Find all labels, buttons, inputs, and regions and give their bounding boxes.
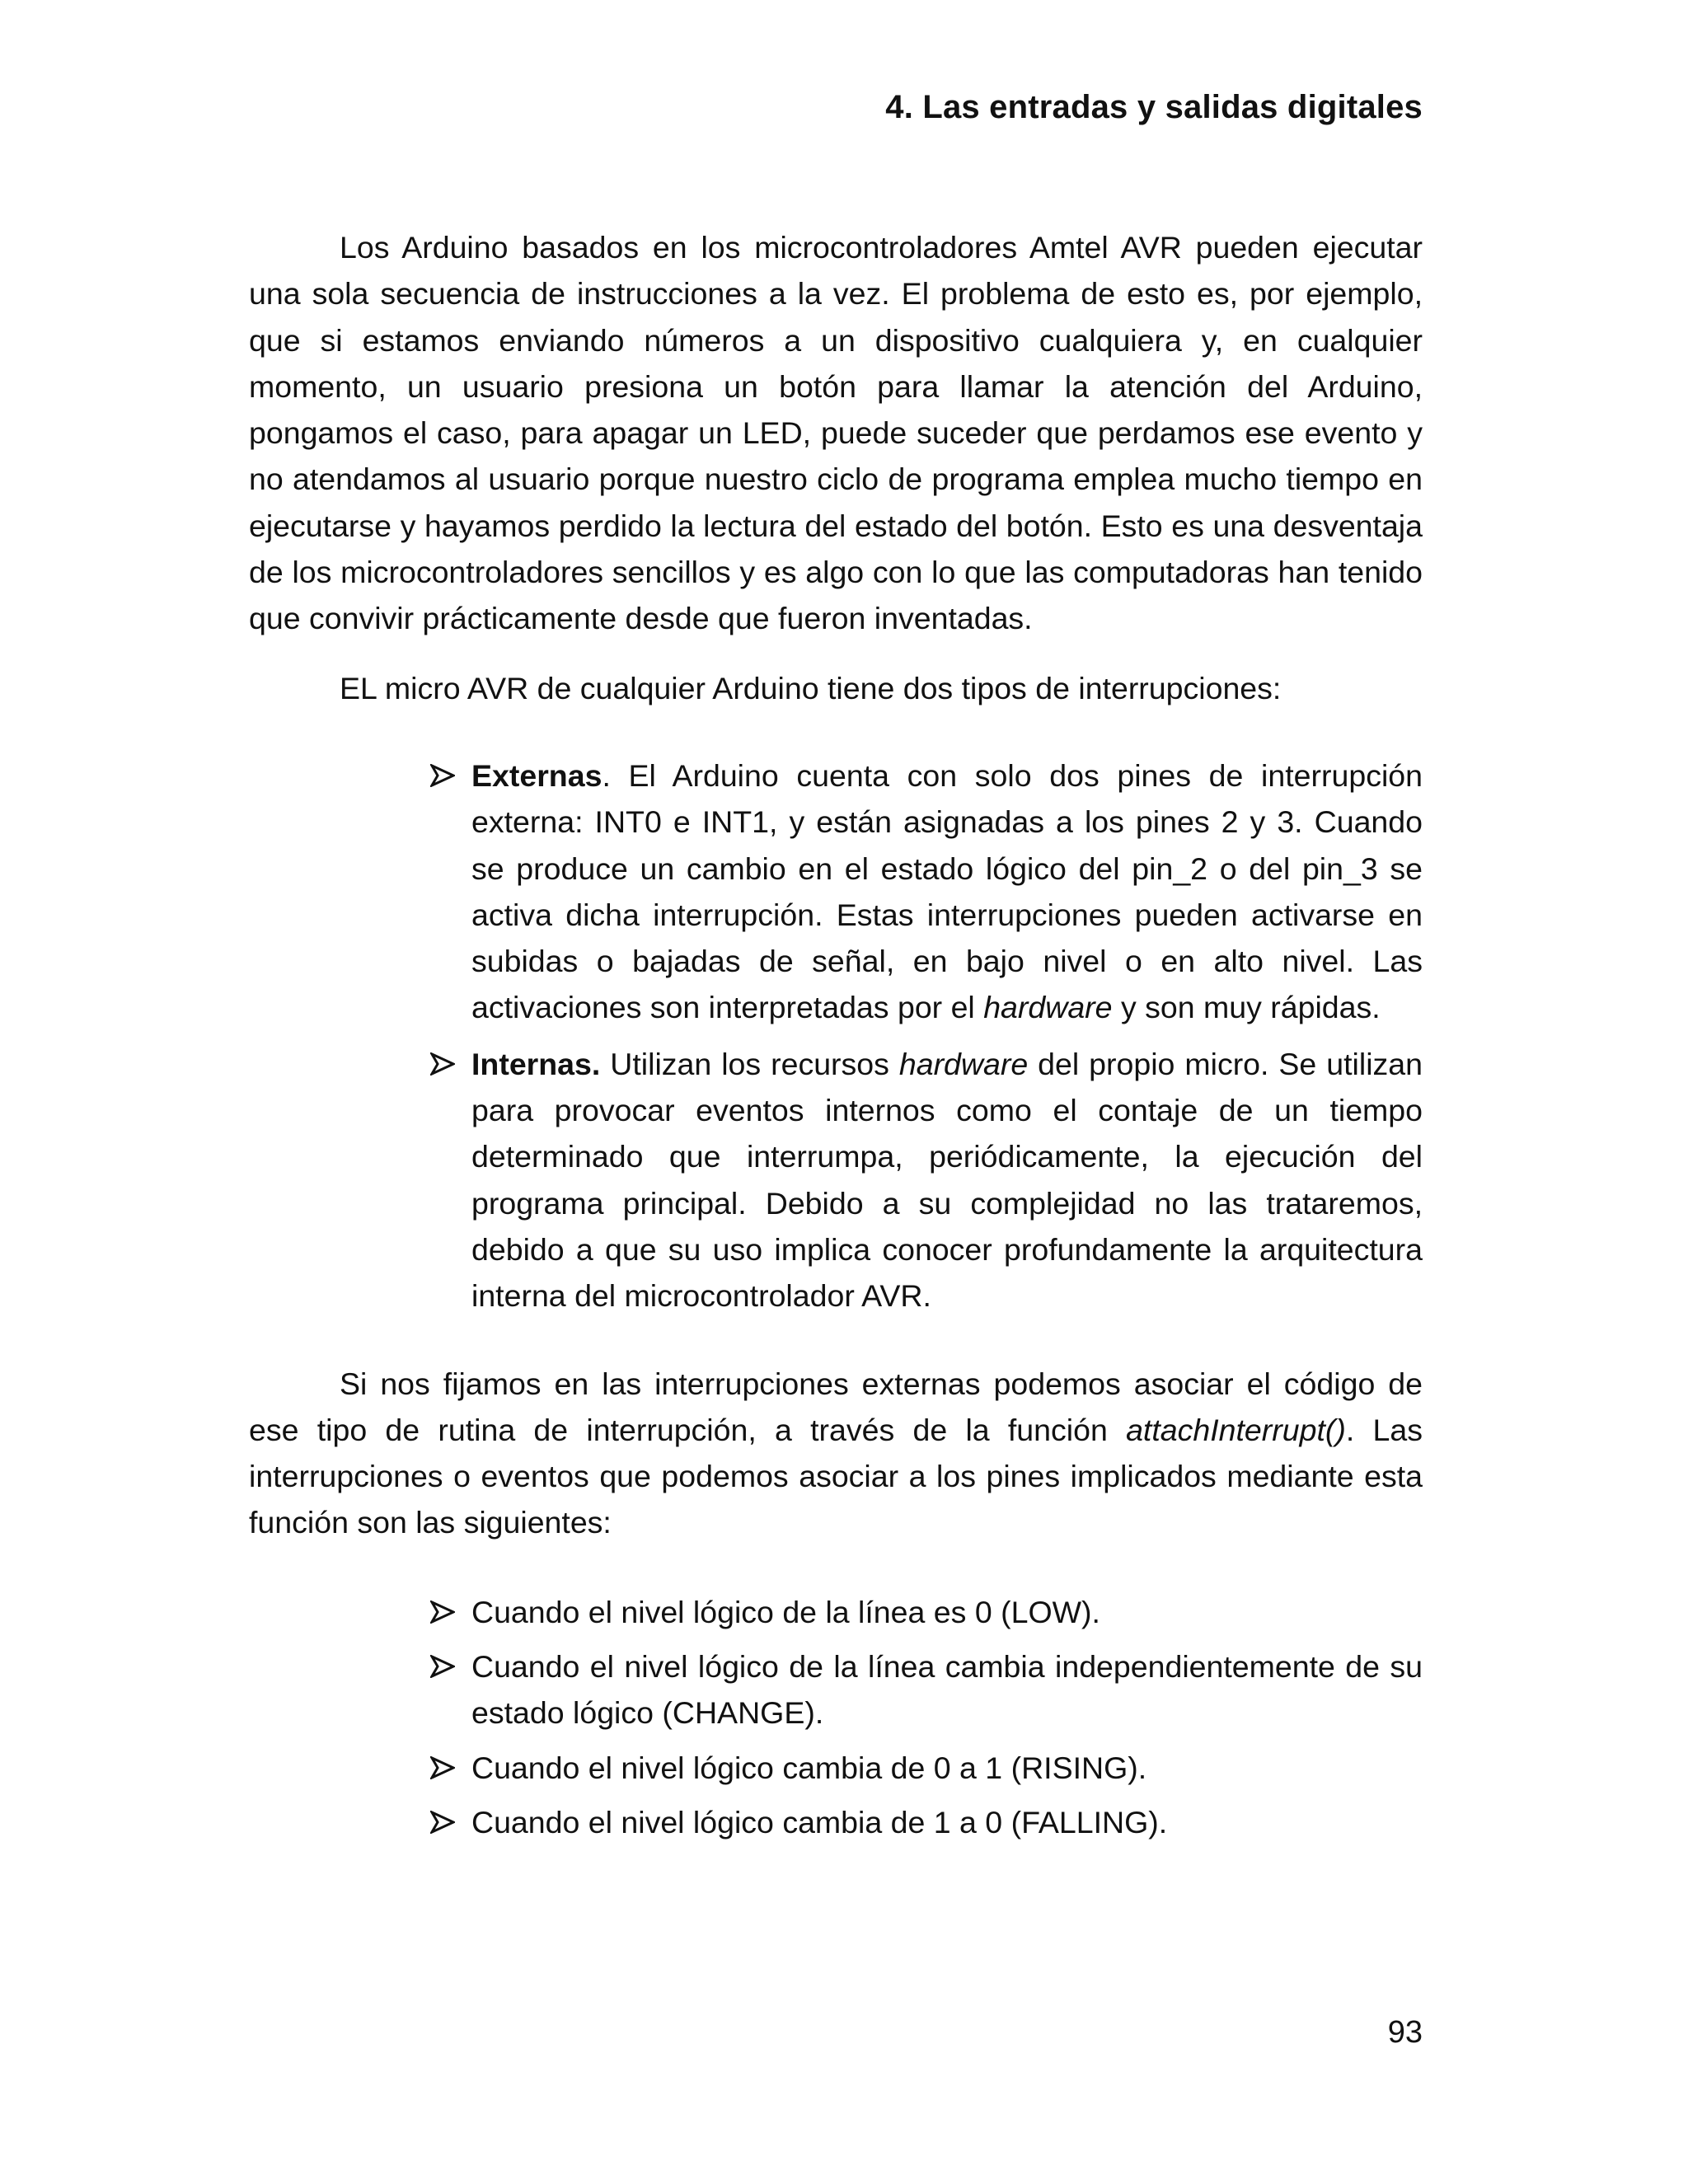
term-internas: Internas.: [471, 1046, 601, 1081]
externas-emphasis: hardware: [983, 990, 1113, 1025]
page-body: [249, 224, 1423, 1854]
externas-text-after: y son muy rápidas.: [1112, 990, 1381, 1025]
list-item: [430, 1745, 1423, 1791]
arrow-bullet-icon: [430, 1643, 460, 1690]
event-change: Cuando el nivel lógico de la línea cambia independientemente de su estado lógico (CHANGE).: [471, 1649, 1423, 1731]
list-item: [430, 1799, 1423, 1845]
chapter-running-header: 4. Las entradas y salidas digitales: [885, 89, 1423, 125]
internas-text-after: del propio micro. Se utilizan para provocar eventos internos como el contaje de un tiempo determinado que interrumpa, periódicamente, la ejecución del programa principal. Debido a su complejidad no las trataremos, debido a que su uso implica conocer profundamente la arquitectura interna del microcontrolador AVR.: [471, 1046, 1423, 1314]
list-item: [430, 1589, 1423, 1635]
attach-interrupt-paragraph: [249, 1361, 1423, 1546]
arrow-bullet-icon: [430, 752, 460, 799]
term-externas: Externas: [471, 757, 603, 793]
function-name: attachInterrupt(): [1126, 1412, 1346, 1447]
event-falling: Cuando el nivel lógico cambia de 1 a 0 (FALLING).: [471, 1804, 1168, 1840]
arrow-bullet-icon: [430, 1041, 460, 1087]
list-item: [430, 1643, 1423, 1736]
list-item-internas: [430, 1041, 1423, 1319]
interrupt-events-list: [249, 1589, 1423, 1845]
intro-paragraph: Los Arduino basados en los microcontroladores Amtel AVR pueden ejecutar una sola secuencia de instrucciones a la vez. El problema de esto es, por ejemplo, que si estamos enviando números a un dispositivo cualquiera y, en cualquier momento, un usuario presiona un botón para llamar la atención del Arduino, pongamos el caso, para apagar un LED, puede suceder que perdamos ese evento y no atendamos al usuario porque nuestro ciclo de programa emplea mucho tiempo en ejecutarse y hayamos perdido la lectura del estado del botón. Esto es una desventaja de los microcontroladores sencillos y es algo con lo que las computadoras han tenido que convivir prácticamente desde que fueron inventadas.: [249, 230, 1423, 636]
arrow-bullet-icon: [430, 1589, 460, 1635]
event-low: Cuando el nivel lógico de la línea es 0 (LOW).: [471, 1594, 1100, 1629]
arrow-bullet-icon: [430, 1799, 460, 1845]
function-intro-before: Si nos fijamos en las interrupciones externas podemos asociar el código de ese tipo de rutina de interrupción, a través de la función: [249, 1366, 1423, 1447]
internas-emphasis: hardware: [898, 1046, 1029, 1081]
event-rising: Cuando el nivel lógico cambia de 0 a 1 (RISING).: [471, 1750, 1147, 1785]
list-item-externas: [430, 752, 1423, 1031]
arrow-bullet-icon: [430, 1745, 460, 1791]
interrupt-types-list: [249, 752, 1423, 1319]
interrupt-types-intro: EL micro AVR de cualquier Arduino tiene dos tipos de interrupciones:: [340, 670, 1282, 705]
function-intro-after: . Las interrupciones o eventos que podemos asociar a los pines implicados mediante esta función son las siguientes:: [249, 1412, 1423, 1540]
externas-text-before: . El Arduino cuenta con solo dos pines de interrupción externa: INT0 e INT1, y están asignadas a los pines 2 y 3. Cuando se produce un cambio en el estado lógico del pin_2 o del pin_3 se activa dicha interrupción. Estas interrupciones pueden activarse en subidas o bajadas de señal, en bajo nivel o en alto nivel. Las activaciones son interpretadas por el: [471, 757, 1423, 1025]
page-number: 93: [1387, 2015, 1423, 2050]
internas-text-before: Utilizan los recursos: [600, 1046, 899, 1081]
